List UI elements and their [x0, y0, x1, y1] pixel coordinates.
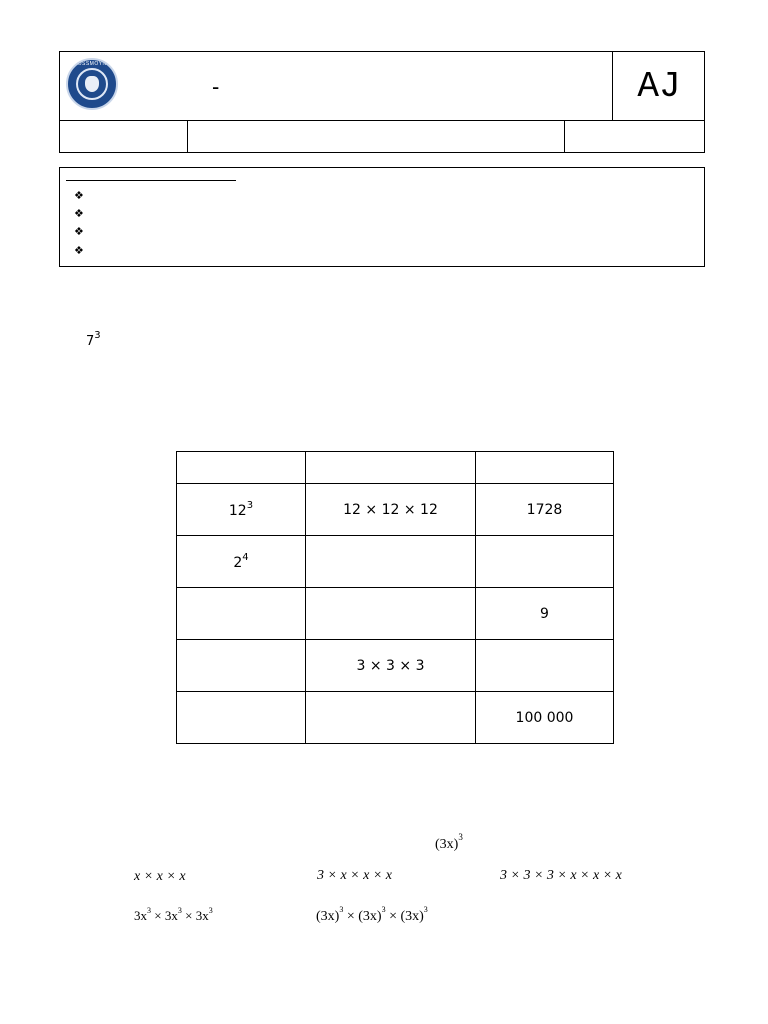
value-cell: 1728	[476, 484, 614, 536]
option-c[interactable]: 3 × 3 × 3 × x × x × x	[500, 868, 622, 883]
table-row	[177, 484, 614, 536]
diamond-bullet-icon: ❖	[74, 244, 84, 257]
school-crest-logo	[66, 58, 118, 110]
header-divider-cell-1	[187, 120, 188, 153]
power-cell	[177, 588, 306, 640]
header-cell-value	[476, 452, 614, 484]
power-cell	[177, 692, 306, 744]
header-box	[59, 51, 705, 153]
table-row	[177, 588, 614, 640]
intro-power	[86, 330, 101, 349]
header-divider-vertical	[612, 51, 613, 121]
diamond-bullet-icon: ❖	[74, 225, 84, 238]
header-divider-cell-2	[564, 120, 565, 153]
table-row	[177, 640, 614, 692]
value-cell	[476, 536, 614, 588]
table-row	[177, 692, 614, 744]
expanded-cell	[306, 692, 476, 744]
diamond-bullet-icon: ❖	[74, 189, 84, 202]
objectives-heading-underline	[66, 180, 236, 181]
value-cell	[476, 640, 614, 692]
value-cell: 100 000	[476, 692, 614, 744]
diamond-bullet-icon: ❖	[74, 207, 84, 220]
intro-exponent: 3	[94, 330, 101, 341]
expanded-cell: 12 × 12 × 12	[306, 484, 476, 536]
power-cell: $2^4$	[177, 536, 306, 588]
option-b[interactable]: 3 × x × x × x	[317, 868, 392, 883]
value-cell: 9	[476, 588, 614, 640]
title-dash: -	[212, 74, 220, 99]
header-divider-horizontal	[59, 120, 705, 121]
header-cell-expanded	[306, 452, 476, 484]
power-cell	[177, 640, 306, 692]
question-expression: $(3x)^3$	[435, 832, 463, 852]
option-a[interactable]: x × x × x	[134, 869, 186, 884]
expanded-cell	[306, 588, 476, 640]
intro-base: 7	[86, 334, 95, 349]
crest-shield	[85, 76, 99, 92]
header-cell-power	[177, 452, 306, 484]
powers-table	[176, 451, 614, 744]
table-header-row	[177, 452, 614, 484]
option-d[interactable]: $3x^3 \times 3x^3 \times 3x^3$	[134, 906, 213, 923]
expanded-cell	[306, 536, 476, 588]
objectives-box	[59, 167, 705, 267]
power-cell: $12^3$	[177, 484, 306, 536]
logo-text: ROSSMOYNE	[73, 61, 111, 67]
option-e[interactable]: $(3x)^3 \times (3x)^3 \times (3x)^3$	[316, 905, 428, 924]
expanded-cell: 3 × 3 × 3	[306, 640, 476, 692]
table-row	[177, 536, 614, 588]
worksheet-code: AJ	[637, 65, 681, 107]
